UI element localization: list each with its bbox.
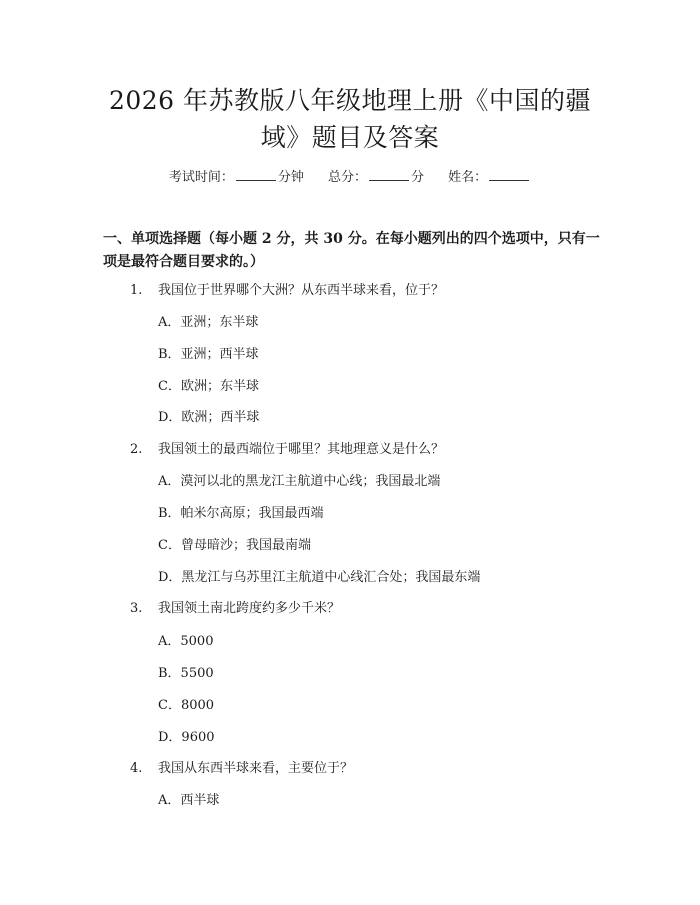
student-name-field [448, 168, 531, 188]
exam-time-field [169, 168, 304, 188]
question-1 [130, 281, 444, 301]
page-title-line-2: 域》题目及答案 [260, 123, 440, 152]
q1-option-a: A．亚洲；东半球 [158, 315, 259, 330]
question-number: 2. [130, 442, 143, 457]
q2-option-c: C．曾母暗沙；我国最南端 [158, 538, 311, 553]
q4-option-a: A．西半球 [158, 793, 220, 808]
section-heading: 一、单项选择题（每小题 2 分，共 30 分。在每小题列出的四个选项中，只有一项是最符合题目要求的。） [103, 231, 600, 270]
exam-time-blank [236, 168, 276, 181]
question-4 [130, 759, 353, 779]
exam-meta [0, 168, 700, 188]
exam-time-unit: 分钟 [277, 170, 304, 185]
q2-option-d: D．黑龙江与乌苏里江主航道中心线汇合处；我国最东端 [158, 570, 481, 585]
exam-time-label: 考试时间： [168, 170, 234, 185]
q1-option-d: D．欧洲；西半球 [158, 410, 260, 425]
question-text: 我国从东西半球来看，主要位于？ [158, 761, 354, 776]
student-name-label: 姓名： [448, 170, 488, 185]
q3-option-c: C．8000 [158, 698, 215, 713]
student-name-blank [489, 168, 529, 181]
question-text: 我国领土南北跨度约多少千米？ [158, 601, 341, 616]
total-score-blank [369, 168, 409, 181]
q3-option-a: A．5000 [158, 634, 214, 649]
total-score-unit: 分 [411, 170, 425, 185]
q1-option-b: B．亚洲；西半球 [158, 347, 259, 362]
q2-option-a: A．漠河以北的黑龙江主航道中心线；我国最北端 [158, 474, 441, 489]
question-number: 3. [130, 601, 143, 616]
total-score-label: 总分： [327, 170, 367, 185]
question-3 [130, 599, 340, 619]
question-text: 我国领土的最西端位于哪里？其地理意义是什么？ [158, 442, 445, 457]
question-number: 1. [130, 283, 143, 298]
q2-option-b: B．帕米尔高原；我国最西端 [158, 506, 324, 521]
q3-option-d: D．9600 [158, 730, 215, 745]
question-number: 4. [130, 761, 143, 776]
question-text: 我国位于世界哪个大洲？从东西半球来看，位于？ [158, 283, 445, 298]
question-2 [130, 440, 444, 460]
total-score-field [328, 168, 424, 188]
q3-option-b: B．5500 [158, 666, 214, 681]
q1-option-c: C．欧洲；东半球 [158, 379, 259, 394]
page-title-line-1: 2026 年苏教版八年级地理上册《中国的疆 [108, 86, 592, 115]
